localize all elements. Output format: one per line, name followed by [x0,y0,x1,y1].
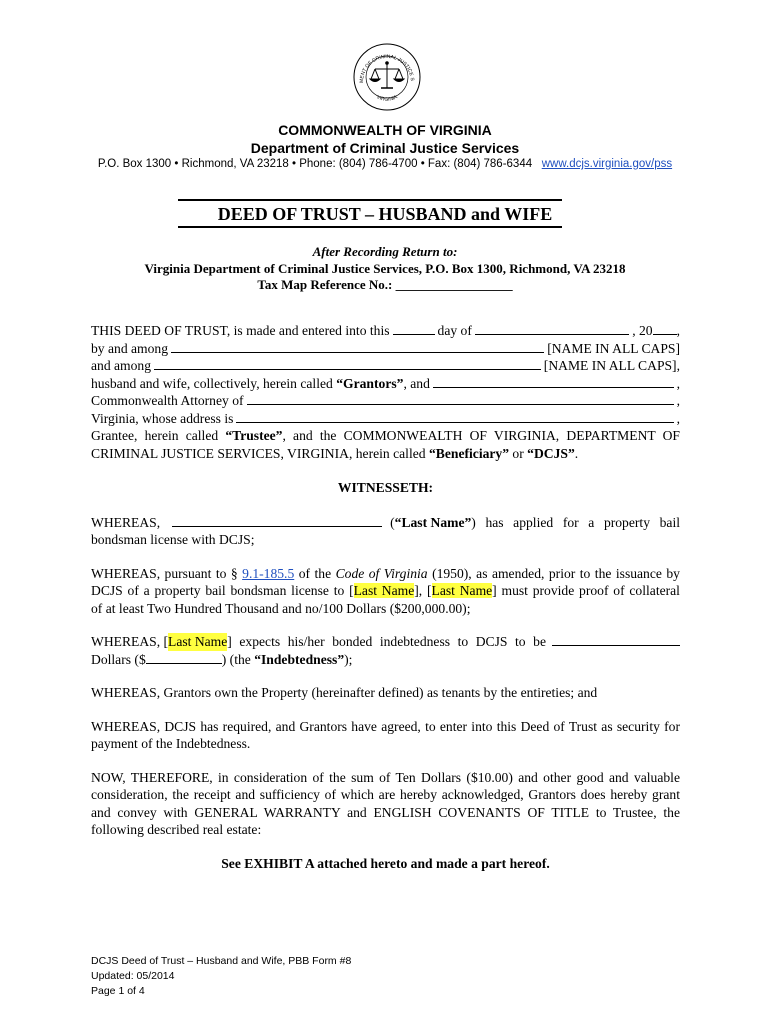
recording-label: After Recording Return to: [312,244,458,259]
line-wife-name: and among [NAME IN ALL CAPS], [91,358,680,373]
line-entered-date: THIS DEED OF TRUST, is made and entered into this day of , 20 , [91,323,680,338]
month-blank[interactable] [475,322,629,335]
last-name-highlight: Last Name [168,634,228,649]
trustee-address-blank[interactable] [236,410,673,423]
exhibit-reference: See EXHIBIT A attached hereto and made a part hereof. [221,855,550,871]
title-rule-bottom [178,226,562,228]
last-name-highlight: Last Name [353,583,415,598]
whereas-license-paragraph: WHEREAS, ( “Last Name” ) has applied for a property bail bondsman license with DCJS; [91,514,680,547]
line-commonwealth-attorney: Commonwealth Attorney of , [91,393,680,408]
document-title: DEED OF TRUST – HUSBAND and WIFE [217,204,553,224]
letterhead-commonwealth: COMMONWEALTH OF VIRGINIA [278,122,492,138]
svg-text:VIRGINIA: VIRGINIA [375,94,399,103]
letterhead-contact [0,158,770,170]
indebtedness-words-blank[interactable] [552,633,680,646]
day-blank[interactable] [393,322,435,335]
line-grantors: husband and wife, collectively, herein called “Grantors” , and , [91,375,680,391]
line-grantee: Grantee, herein called “Trustee”, and the COMMONWEALTH OF VIRGINIA, DEPARTMENT OF [91,428,680,443]
page-footer [91,954,351,999]
last-name-highlight: Last Name [431,583,493,598]
line-beneficiary: CRIMINAL JUSTICE SERVICES, VIRGINIA, herein called “Beneficiary” or “DCJS”. [91,445,579,461]
year-blank[interactable] [653,322,677,335]
footer-page-number: Page 1 of 4 [91,985,145,997]
website-link[interactable]: www.dcjs.virginia.gov/pss [541,158,673,170]
recording-address: Virginia Department of Criminal Justice Services, P.O. Box 1300, Richmond, VA 23218 [144,261,626,276]
title-rule-top [178,199,562,201]
dcjs-seal-logo [352,42,422,112]
letterhead-address: P.O. Box 1300 • Richmond, VA 23218 • Phone: (804) 786-4700 • Fax: (804) 786-6344 [97,158,533,170]
husband-name-blank[interactable] [171,340,544,353]
svg-text:DEPARTMENT OF CRIMINAL JUSTICE: MENT OF CRIMINAL JUSTICE S [358,53,416,84]
line-husband-name: by and among [NAME IN ALL CAPS] [91,340,680,356]
indebtedness-amount-blank[interactable] [146,651,222,664]
statute-link[interactable]: 9.1-185.5 [242,565,295,581]
jurisdiction-blank[interactable] [247,392,674,405]
whereas-indebtedness-paragraph: WHEREAS, [ Last Name ] expects his/her bonded indebtedness to DCJS to be Dollars ($ ) (the “Indebtedness” ); [91,633,680,668]
witnesseth-heading: WITNESSETH: [337,480,434,495]
scales-of-justice-icon [370,62,404,88]
deed-body [91,322,680,872]
wife-name-blank[interactable] [154,357,541,370]
footer-updated: Updated: 05/2014 [91,970,175,982]
whereas-statute-paragraph: WHEREAS, pursuant to § 9.1-185.5 of the Code of Virginia (1950), as amended, prior to the issuance by DCJS of a property bail bondsman license to [Last Name], [Last Name] must provide proof of collateral of at least Two Hundred Thousand and no/100 Dollars ($200,000.00); [91,565,680,616]
trustee-name-blank[interactable] [433,375,674,388]
line-trustee-address: Virginia, whose address is , [91,410,680,426]
applicant-name-blank[interactable] [172,514,382,527]
now-therefore-paragraph: NOW, THEREFORE, in consideration of the sum of Ten Dollars ($10.00) and other good and valuable consideration, the receipt and sufficiency of which are hereby acknowledged, Grantors does hereby grant and convey with GENERAL WARRANTY and ENGLISH COVENANTS OF TITLE to Trustee, the following described real estate: [91,769,680,837]
opening-paragraph [91,322,680,462]
whereas-entireties-paragraph: WHEREAS, Grantors own the Property (hereinafter defined) as tenants by the entireties; and [91,685,598,700]
footer-form-name: DCJS Deed of Trust – Husband and Wife, PBB Form #8 [91,955,352,967]
whereas-required-paragraph: WHEREAS, DCJS has required, and Grantors have agreed, to enter into this Deed of Trust as security for payment of the Indebtedness. [91,718,680,751]
letterhead-department: Department of Criminal Justice Services [250,140,520,156]
tax-map-reference: Tax Map Reference No.: __________________ [257,277,513,292]
